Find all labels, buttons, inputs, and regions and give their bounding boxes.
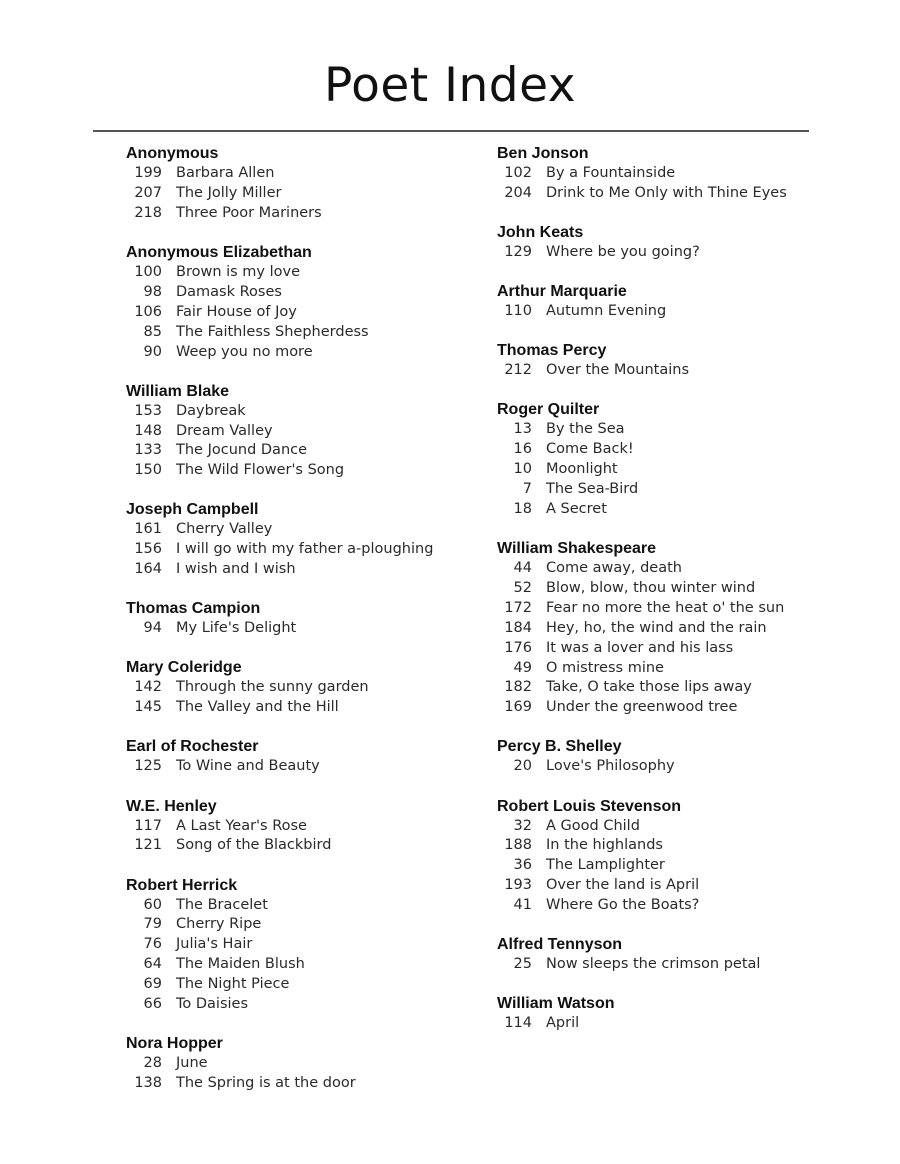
- poem-title: The Jocund Dance: [176, 442, 308, 459]
- poem-title: Damask Roses: [176, 283, 282, 300]
- page-number: 66: [143, 996, 162, 1013]
- poem-title: Dream Valley: [176, 422, 273, 439]
- poem-row: [497, 619, 817, 639]
- poem-row: [497, 599, 817, 619]
- poem-row: [126, 560, 486, 580]
- poem-title: In the highlands: [546, 837, 663, 854]
- poem-title: Brown is my love: [176, 263, 301, 280]
- page-number: 13: [513, 421, 532, 438]
- poem-title: I wish and I wish: [176, 561, 296, 578]
- page-number: 193: [504, 877, 532, 894]
- poem-title: Come Back!: [546, 441, 634, 458]
- page-number: 161: [134, 521, 162, 538]
- page-number: 142: [134, 679, 162, 696]
- page-number: 188: [504, 837, 532, 854]
- poet-name: William Shakespeare: [497, 540, 657, 557]
- page-number: 148: [134, 422, 162, 439]
- poet-entry: [126, 382, 486, 482]
- poem-row: [497, 955, 817, 975]
- poem-title: Blow, blow, thou winter wind: [546, 579, 756, 596]
- poem-title: Julia's Hair: [176, 936, 253, 953]
- poem-title: Fair House of Joy: [176, 303, 297, 320]
- poem-row: [497, 698, 817, 718]
- poem-title: Autumn Evening: [546, 303, 667, 320]
- poet-entry: [497, 223, 817, 263]
- page-title: Poet Index: [323, 58, 577, 113]
- poem-title: Daybreak: [176, 402, 246, 419]
- page-number: 60: [143, 896, 162, 913]
- poem-title: The Valley and the Hill: [176, 699, 339, 716]
- page-number: 156: [134, 541, 162, 558]
- poem-title: The Night Piece: [176, 976, 290, 993]
- poem-title: The Wild Flower's Song: [176, 462, 345, 479]
- poem-title: April: [546, 1015, 580, 1032]
- poet-entry: [497, 400, 817, 520]
- poem-row: [126, 935, 486, 955]
- poem-row: [126, 678, 486, 698]
- poem-row: [126, 422, 486, 442]
- poem-title: A Last Year's Rose: [176, 817, 307, 834]
- poem-row: [497, 896, 817, 916]
- poet-name: Arthur Marquarie: [497, 283, 627, 301]
- poem-row: [126, 1054, 486, 1074]
- poem-title: It was a lover and his lass: [546, 639, 734, 656]
- poem-title: I will go with my father a-ploughing: [176, 541, 434, 558]
- poem-row: [126, 184, 486, 204]
- poem-title: A Good Child: [546, 817, 640, 834]
- poem-row: [126, 757, 486, 777]
- poem-row: [497, 361, 817, 381]
- poet-name: Percy B. Shelley: [497, 738, 622, 756]
- poem-title: By the Sea: [546, 421, 625, 438]
- poem-title: Fear no more the heat o' the sun: [546, 599, 785, 616]
- page-number: 7: [522, 481, 532, 497]
- poem-title: To Daisies: [176, 996, 249, 1013]
- page-number: 10: [513, 461, 532, 478]
- poem-row: [126, 303, 486, 323]
- poet-entry: [497, 341, 817, 381]
- poem-row: [126, 955, 486, 975]
- poem-title: Over the Mountains: [546, 362, 689, 379]
- poet-entry: [126, 1034, 486, 1094]
- poem-row: [497, 500, 817, 520]
- page-number: 218: [134, 204, 162, 221]
- poem-row: [126, 283, 486, 303]
- poem-title: Where Go the Boats?: [546, 897, 700, 914]
- page-number: 182: [504, 679, 532, 696]
- poet-name: W.E. Henley: [126, 797, 217, 815]
- poem-row: [497, 164, 817, 184]
- poem-row: [126, 343, 486, 363]
- poet-name: William Watson: [497, 995, 615, 1013]
- poet-entry: [126, 797, 486, 857]
- poet-entry: [497, 994, 817, 1034]
- page-number: 169: [504, 699, 532, 716]
- poem-title: Song of the Blackbird: [176, 837, 332, 854]
- page-number: 150: [134, 462, 162, 479]
- poem-row: [497, 243, 817, 263]
- page-number: 125: [134, 758, 162, 775]
- poem-row: [497, 480, 817, 500]
- poet-name: Thomas Campion: [126, 600, 261, 618]
- poem-row: [497, 856, 817, 876]
- page-number: 32: [513, 817, 532, 834]
- page-number: 90: [143, 343, 162, 360]
- page-number: 36: [513, 857, 532, 874]
- poem-row: [497, 836, 817, 856]
- poem-row: [497, 876, 817, 896]
- poem-title: Moonlight: [546, 461, 618, 478]
- poet-entry: [497, 737, 817, 777]
- poet-name: Anonymous Elizabethan: [126, 243, 312, 261]
- poem-title: The Lamplighter: [546, 857, 665, 874]
- poem-title: Three Poor Mariners: [176, 204, 322, 221]
- poem-title: A Secret: [546, 500, 607, 517]
- poem-row: [497, 817, 817, 837]
- poet-name: Earl of Rochester: [126, 738, 259, 756]
- poem-row: [126, 263, 486, 283]
- poet-name: Ben Jonson: [497, 145, 589, 162]
- poet-name: Robert Louis Stevenson: [497, 797, 682, 815]
- poet-name: Mary Coleridge: [126, 659, 242, 677]
- page-number: 106: [134, 303, 162, 320]
- poem-title: Where be you going?: [546, 244, 700, 260]
- poem-row: [126, 164, 486, 184]
- page-number: 199: [134, 165, 162, 181]
- poet-name: Anonymous: [126, 145, 219, 162]
- poem-row: [126, 836, 486, 856]
- poet-name: Nora Hopper: [126, 1035, 223, 1053]
- poet-name: Thomas Percy: [497, 342, 607, 360]
- page-number: 94: [143, 620, 162, 637]
- poem-title: Under the greenwood tree: [546, 699, 738, 716]
- poet-entry: [126, 144, 486, 224]
- poem-row: [497, 302, 817, 322]
- poem-row: [126, 520, 486, 540]
- poem-title: The Maiden Blush: [176, 956, 305, 973]
- poem-row: [497, 1014, 817, 1034]
- poet-entry: [497, 144, 817, 204]
- poet-entry: [126, 243, 486, 363]
- poem-title: Cherry Ripe: [176, 916, 262, 933]
- page-number: 184: [504, 619, 532, 636]
- poet-entry: [497, 539, 817, 718]
- poem-row: [497, 579, 817, 599]
- poet-entry: [126, 500, 486, 580]
- page-number: 207: [134, 184, 162, 201]
- poem-row: [126, 402, 486, 422]
- poem-title: Over the land is April: [546, 877, 700, 894]
- poem-title: Love's Philosophy: [546, 758, 675, 775]
- poem-row: [126, 323, 486, 343]
- page-number: 25: [513, 956, 532, 973]
- poem-row: [497, 184, 817, 204]
- poem-title: The Faithless Shepherdess: [176, 323, 369, 340]
- poem-row: [126, 995, 486, 1015]
- poem-row: [126, 1074, 486, 1094]
- poem-title: The Sea-Bird: [546, 481, 639, 497]
- page-number: 121: [134, 837, 162, 854]
- poem-row: [126, 204, 486, 224]
- poem-row: [497, 420, 817, 440]
- poem-row: [497, 460, 817, 480]
- poem-title: Cherry Valley: [176, 521, 273, 538]
- poem-title: Drink to Me Only with Thine Eyes: [546, 184, 787, 201]
- poet-entry: [126, 658, 486, 718]
- page-number: 44: [513, 560, 532, 576]
- poet-name: John Keats: [497, 224, 584, 241]
- page-number: 133: [134, 442, 162, 459]
- page-number: 76: [143, 936, 162, 953]
- poem-title: By a Fountainside: [546, 165, 676, 181]
- index-column-right: [497, 144, 817, 1053]
- poet-entry: [126, 876, 486, 1015]
- title-divider: [93, 130, 809, 132]
- page-number: 176: [504, 639, 532, 656]
- page-number: 41: [513, 897, 532, 914]
- poem-row: [126, 698, 486, 718]
- poem-title: To Wine and Beauty: [176, 758, 320, 775]
- poet-name: Roger Quilter: [497, 401, 600, 419]
- poem-title: The Bracelet: [176, 896, 268, 913]
- page-number: 98: [143, 283, 162, 300]
- poem-title: The Jolly Miller: [176, 184, 282, 201]
- page-number: 153: [134, 402, 162, 419]
- page-number: 49: [513, 659, 532, 676]
- poem-row: [497, 659, 817, 679]
- page-number: 52: [513, 579, 532, 596]
- page-number: 138: [134, 1075, 162, 1092]
- poem-row: [497, 757, 817, 777]
- poem-row: [126, 461, 486, 481]
- poem-row: [126, 441, 486, 461]
- page-number: 110: [504, 303, 532, 320]
- poet-name: Robert Herrick: [126, 876, 238, 894]
- poem-title: Come away, death: [546, 560, 682, 576]
- poem-title: Weep you no more: [176, 343, 313, 360]
- poem-title: Through the sunny garden: [176, 679, 369, 696]
- poem-row: [497, 678, 817, 698]
- page-number: 172: [504, 599, 532, 616]
- page-number: 117: [134, 817, 162, 834]
- poet-entry: [497, 935, 817, 975]
- poem-title: My Life's Delight: [176, 620, 297, 637]
- page-number: 100: [134, 263, 162, 280]
- poet-entry: [497, 282, 817, 322]
- poem-row: [497, 559, 817, 579]
- poem-row: [126, 817, 486, 837]
- page-number: 20: [513, 758, 532, 775]
- poem-title: Barbara Allen: [176, 165, 275, 181]
- poet-name: Alfred Tennyson: [497, 936, 623, 954]
- poem-title: Hey, ho, the wind and the rain: [546, 619, 767, 636]
- page-number: 16: [513, 441, 532, 458]
- page-number: 212: [504, 362, 532, 379]
- poem-title: Now sleeps the crimson petal: [546, 956, 761, 973]
- poem-title: The Spring is at the door: [176, 1075, 356, 1092]
- poem-row: [497, 440, 817, 460]
- page-number: 145: [134, 699, 162, 716]
- page-number: 85: [143, 323, 162, 340]
- page-number: 79: [143, 916, 162, 933]
- poem-row: [126, 975, 486, 995]
- page-number: 64: [143, 956, 162, 973]
- page-number: 18: [513, 500, 532, 517]
- poem-row: [126, 619, 486, 639]
- poet-name: Joseph Campbell: [126, 501, 259, 519]
- page-number: 129: [504, 244, 532, 260]
- page-number: 204: [504, 184, 532, 201]
- poem-row: [497, 639, 817, 659]
- page-number: 28: [143, 1055, 162, 1072]
- page-number: 114: [504, 1015, 532, 1032]
- poem-title: Take, O take those lips away: [546, 679, 752, 696]
- poem-row: [126, 540, 486, 560]
- poem-title: O mistress mine: [546, 659, 664, 676]
- poet-entry: [126, 599, 486, 639]
- poet-entry: [497, 797, 817, 917]
- page-number: 69: [143, 976, 162, 993]
- poem-row: [126, 915, 486, 935]
- poet-entry: [126, 737, 486, 777]
- page-number: 164: [134, 561, 162, 578]
- poem-title: June: [176, 1055, 208, 1072]
- page-number: 102: [504, 165, 532, 181]
- poet-name: William Blake: [126, 382, 230, 400]
- poem-row: [126, 896, 486, 916]
- index-column-left: [126, 144, 486, 1113]
